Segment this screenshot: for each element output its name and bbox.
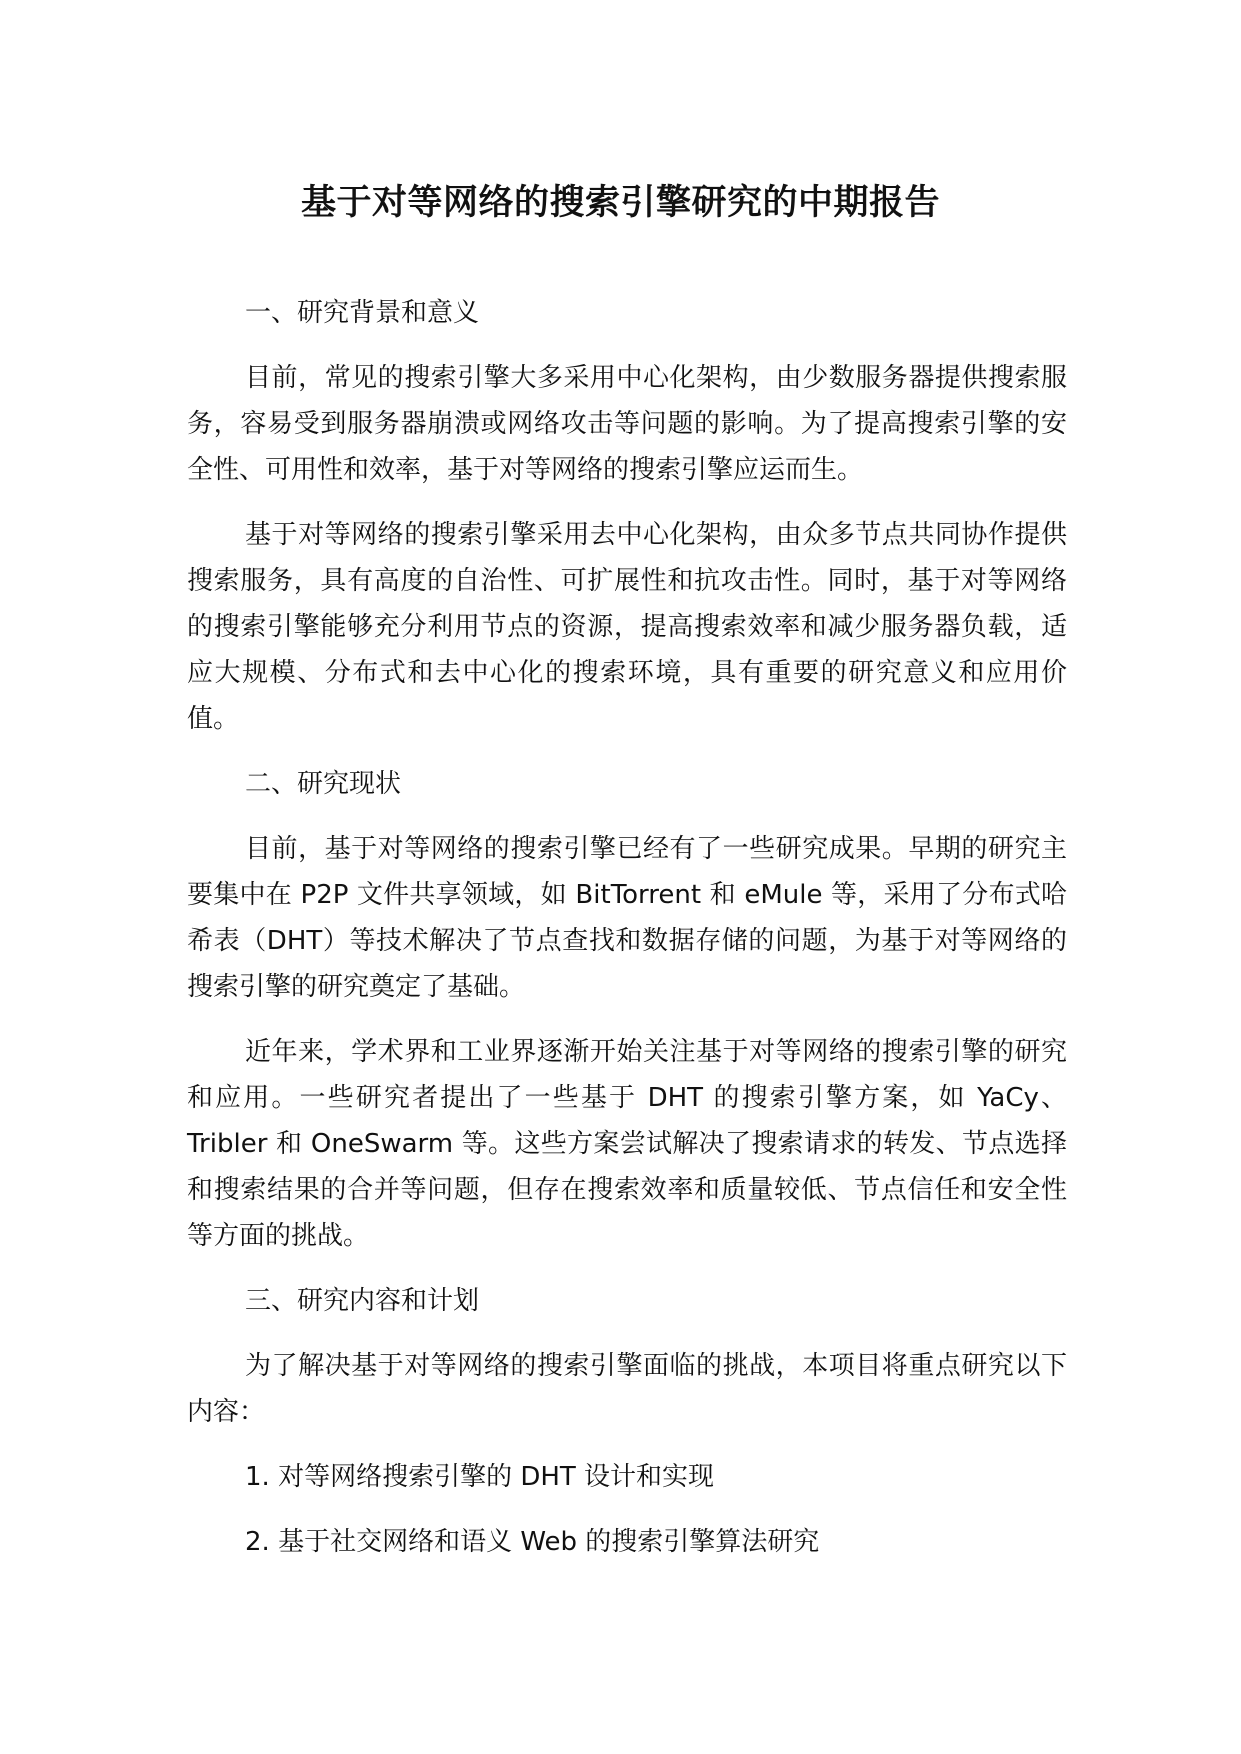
paragraph: 近年来，学术界和工业界逐渐开始关注基于对等网络的搜索引擎的研究和应用。一些研究者提出了一些基于 DHT 的搜索引擎方案，如 YaCy、Tribler 和 OneSwarm 等。这些方案尝试解决了搜索请求的转发、节点选择和搜索结果的合并等问题，但存在搜索效率和质量较低、节点信任和安全性等方面的挑战。: [187, 1037, 1067, 1251]
section-heading: 三、研究内容和计划: [245, 1286, 480, 1316]
list-item: 1. 对等网络搜索引擎的 DHT 设计和实现: [245, 1462, 715, 1492]
document-body: [187, 290, 1067, 1584]
document-title: 基于对等网络的搜索引擎研究的中期报告: [300, 183, 940, 223]
section-heading: 二、研究现状: [245, 769, 402, 799]
paragraph: 基于对等网络的搜索引擎采用去中心化架构，由众多节点共同协作提供搜索服务，具有高度的自治性、可扩展性和抗攻击性。同时，基于对等网络的搜索引擎能够充分利用节点的资源，提高搜索效率和减少服务器负载，适应大规模、分布式和去中心化的搜索环境，具有重要的研究意义和应用价值。: [187, 520, 1067, 734]
paragraph: 目前，基于对等网络的搜索引擎已经有了一些研究成果。早期的研究主要集中在 P2P 文件共享领域，如 BitTorrent 和 eMule 等，采用了分布式哈希表（DHT）等技术解决了节点查找和数据存储的问题，为基于对等网络的搜索引擎的研究奠定了基础。: [187, 834, 1067, 1002]
section-heading: 一、研究背景和意义: [245, 298, 480, 328]
paragraph: 为了解决基于对等网络的搜索引擎面临的挑战，本项目将重点研究以下内容：: [187, 1351, 1067, 1427]
list-item: 2. 基于社交网络和语义 Web 的搜索引擎算法研究: [245, 1527, 820, 1557]
paragraph: 目前，常见的搜索引擎大多采用中心化架构，由少数服务器提供搜索服务，容易受到服务器崩溃或网络攻击等问题的影响。为了提高搜索引擎的安全性、可用性和效率，基于对等网络的搜索引擎应运而生。: [187, 363, 1067, 485]
